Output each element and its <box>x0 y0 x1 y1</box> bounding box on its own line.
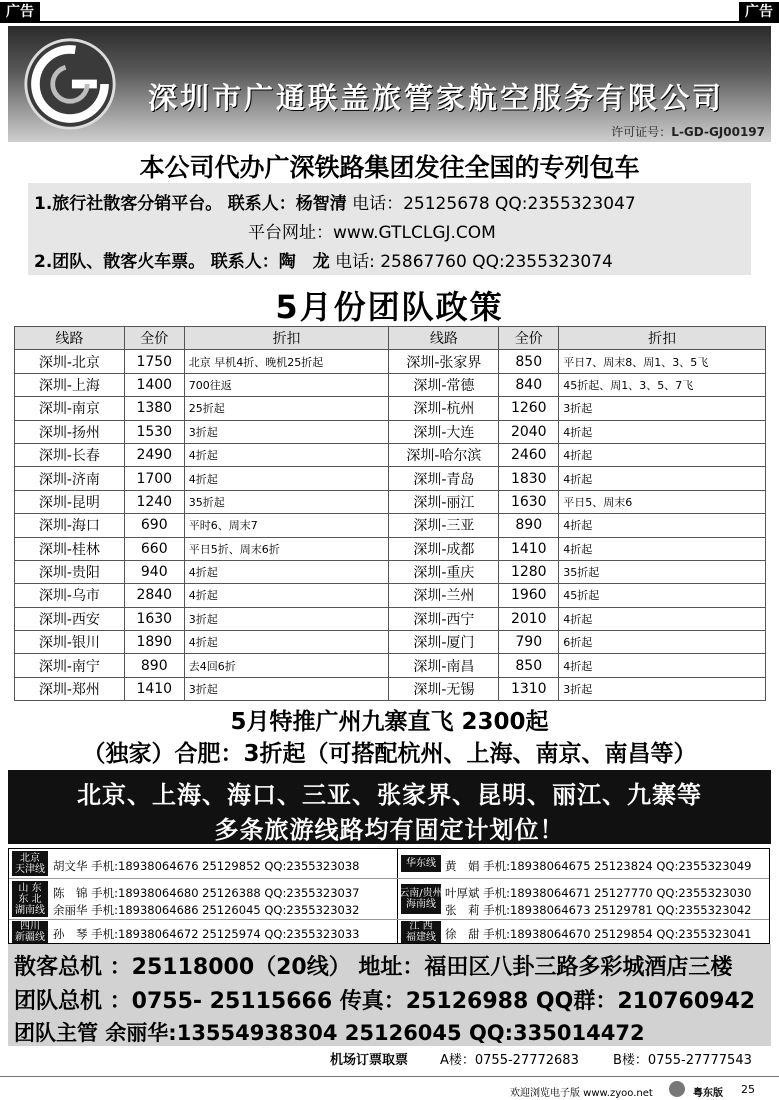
ad-tag-right: 广告 <box>739 2 779 22</box>
discount-cell: 平日5折、周末6折 <box>184 537 389 560</box>
table-row <box>15 443 766 466</box>
price-cell: 1310 <box>499 677 559 700</box>
table-row <box>15 631 766 654</box>
price-cell: 1830 <box>499 467 559 490</box>
route-label-shandong: 山 东 东 北 湖南线 <box>12 881 48 917</box>
promo-fixed-seats: 多条旅游线路均有固定计划位！ <box>214 816 565 844</box>
route-cell: 深圳-丽江 <box>389 490 499 513</box>
price-cell: 1960 <box>499 584 559 607</box>
page-number: 25 <box>741 1083 755 1096</box>
agent-hu: 胡文华 手机:18938064676 25129852 QQ:2355323038 <box>53 859 360 873</box>
footer-edition: 粤东版 <box>693 1088 723 1099</box>
discount-cell: 4折起 <box>559 654 766 677</box>
group-manager: 团队主管 余丽华:13554938304 25126045 QQ:335014472 <box>14 1021 645 1045</box>
special-offer-hefei: （独家）合肥：3折起（可搭配杭州、上海、南京、南昌等） <box>82 741 697 767</box>
route-cell: 深圳-南昌 <box>389 654 499 677</box>
price-cell: 1410 <box>499 537 559 560</box>
table-row <box>15 654 766 677</box>
route-cell: 深圳-厦门 <box>389 631 499 654</box>
hotline-box <box>8 944 771 1046</box>
table-row <box>15 420 766 443</box>
discount-cell: 北京 早机4折、晚机25折起 <box>184 350 389 373</box>
hotline-group: 团队总机 ：0755- 25115666 传真：25126988 QQ群：210760942 <box>14 989 756 1014</box>
discount-cell: 平时6、周末7 <box>184 514 389 537</box>
agent-huang: 黄 娟 手机:18938064675 25123824 QQ:2355323049 <box>445 859 752 873</box>
header-route: 线路 <box>15 327 125 350</box>
page-footer <box>0 1076 779 1100</box>
price-cell: 850 <box>499 350 559 373</box>
discount-cell: 45折起、周1、3、5、7飞 <box>559 373 766 396</box>
discount-cell: 4折起 <box>559 467 766 490</box>
special-offer-jiuzhai: 5月特推广州九寨直飞 2300起 <box>230 709 549 735</box>
discount-cell: 3折起 <box>184 420 389 443</box>
discount-cell: 4折起 <box>184 467 389 490</box>
route-cell: 深圳-常德 <box>389 373 499 396</box>
agent-xu: 徐 甜 手机:18938064670 25129854 QQ:2355323041 <box>445 927 752 941</box>
price-cell: 1530 <box>124 420 184 443</box>
price-cell: 1630 <box>124 607 184 630</box>
discount-cell: 平日7、周末8、周1、3、5飞 <box>559 350 766 373</box>
discount-cell: 4折起 <box>559 420 766 443</box>
discount-cell: 4折起 <box>559 514 766 537</box>
airport-label: 机场订票取票 <box>330 1053 409 1068</box>
route-cell: 深圳-杭州 <box>389 397 499 420</box>
company-logo-icon <box>22 36 118 132</box>
discount-cell: 3折起 <box>559 397 766 420</box>
route-cell: 深圳-济南 <box>15 467 125 490</box>
header-discount: 折扣 <box>184 327 389 350</box>
route-cell: 深圳-郑州 <box>15 677 125 700</box>
top-divider <box>0 21 779 23</box>
price-cell: 840 <box>499 373 559 396</box>
price-cell: 1630 <box>499 490 559 513</box>
price-cell: 660 <box>124 537 184 560</box>
contact-line-1: 1.旅行社散客分销平台。 联系人：杨智清 电话：25125678 QQ:2355323047 <box>34 194 636 214</box>
price-cell: 890 <box>124 654 184 677</box>
route-cell: 深圳-兰州 <box>389 584 499 607</box>
agent-sun: 孙 琴 手机:18938064672 25125974 QQ:2355323033 <box>53 927 360 941</box>
discount-cell: 3折起 <box>559 677 766 700</box>
agent-divider <box>397 849 398 943</box>
table-row <box>15 607 766 630</box>
route-cell: 深圳-哈尔滨 <box>389 443 499 466</box>
price-cell: 1280 <box>499 560 559 583</box>
route-cell: 深圳-南京 <box>15 397 125 420</box>
footer-site: 欢迎浏览电子版 www.zyoo.net <box>510 1088 653 1099</box>
route-cell: 深圳-贵阳 <box>15 560 125 583</box>
discount-cell: 4折起 <box>184 560 389 583</box>
price-cell: 790 <box>499 631 559 654</box>
table-header-row <box>15 327 766 350</box>
price-cell: 1240 <box>124 490 184 513</box>
policy-title: 5月份团队政策 <box>275 288 504 326</box>
contact-box <box>28 183 751 275</box>
price-cell: 890 <box>499 514 559 537</box>
discount-cell: 4折起 <box>184 584 389 607</box>
price-cell: 2460 <box>499 443 559 466</box>
discount-cell: 平日5、周末6 <box>559 490 766 513</box>
price-cell: 940 <box>124 560 184 583</box>
route-cell: 深圳-长春 <box>15 443 125 466</box>
header-route: 线路 <box>389 327 499 350</box>
route-label-jiangxi: 江 西 福建线 <box>401 921 441 943</box>
contact-website: 平台网址：www.GTLCLGJ.COM <box>248 223 496 243</box>
route-cell: 深圳-乌市 <box>15 584 125 607</box>
route-cell: 深圳-大连 <box>389 420 499 443</box>
price-cell: 1400 <box>124 373 184 396</box>
fare-table <box>14 326 766 701</box>
route-cell: 深圳-海口 <box>15 514 125 537</box>
headline: 本公司代办广深铁路集团发往全国的专列包车 <box>139 153 640 182</box>
route-cell: 深圳-重庆 <box>389 560 499 583</box>
discount-cell: 35折起 <box>559 560 766 583</box>
route-cell: 深圳-西安 <box>15 607 125 630</box>
table-row <box>15 584 766 607</box>
discount-cell: 3折起 <box>184 607 389 630</box>
discount-cell: 4折起 <box>184 631 389 654</box>
price-cell: 690 <box>124 514 184 537</box>
route-cell: 深圳-上海 <box>15 373 125 396</box>
route-cell: 深圳-银川 <box>15 631 125 654</box>
agent-ye: 叶厚斌 手机:18938064671 25127770 QQ:2355323030 <box>445 886 752 900</box>
route-label-yunnan: 云南/贵州 海南线 <box>401 884 441 914</box>
agent-yu: 余丽华 手机:18938064686 25126045 QQ:2355323032 <box>53 903 360 917</box>
footer-logo-icon <box>669 1081 685 1097</box>
table-row <box>15 350 766 373</box>
table-row <box>15 677 766 700</box>
discount-cell: 6折起 <box>559 631 766 654</box>
route-cell: 深圳-无锡 <box>389 677 499 700</box>
table-row <box>15 467 766 490</box>
discount-cell: 4折起 <box>559 607 766 630</box>
price-cell: 1890 <box>124 631 184 654</box>
table-row <box>15 490 766 513</box>
promo-destinations: 北京、上海、海口、三亚、张家界、昆明、丽江、九寨等 <box>77 781 702 809</box>
hotline-individual: 散客总机 ：25118000（20线） 地址：福田区八卦三路多彩城酒店三楼 <box>14 955 733 980</box>
airport-building-a: A楼：0755-27772683 <box>440 1053 579 1068</box>
price-cell: 1380 <box>124 397 184 420</box>
discount-cell: 3折起 <box>184 677 389 700</box>
route-cell: 深圳-张家界 <box>389 350 499 373</box>
price-cell: 1750 <box>124 350 184 373</box>
route-cell: 深圳-成都 <box>389 537 499 560</box>
table-row <box>15 514 766 537</box>
discount-cell: 25折起 <box>184 397 389 420</box>
route-cell: 深圳-南宁 <box>15 654 125 677</box>
company-name: 深圳市广通联盖旅管家航空服务有限公司 <box>148 81 725 115</box>
license-number: 许可证号：L-GD-GJ00197 <box>611 125 765 139</box>
discount-cell: 35折起 <box>184 490 389 513</box>
route-cell: 深圳-扬州 <box>15 420 125 443</box>
discount-cell: 700往返 <box>184 373 389 396</box>
header-price: 全价 <box>124 327 184 350</box>
price-cell: 2490 <box>124 443 184 466</box>
agent-chen: 陈 锦 手机:18938064680 25126388 QQ:2355323037 <box>53 886 360 900</box>
airport-building-b: B楼：0755-27777543 <box>613 1053 752 1068</box>
ad-tag-left: 广告 <box>0 2 40 22</box>
price-cell: 850 <box>499 654 559 677</box>
company-header <box>8 26 771 142</box>
table-row <box>15 373 766 396</box>
agent-row-divider <box>9 878 769 879</box>
route-cell: 深圳-北京 <box>15 350 125 373</box>
price-cell: 1410 <box>124 677 184 700</box>
price-cell: 1700 <box>124 467 184 490</box>
price-cell: 2040 <box>499 420 559 443</box>
discount-cell: 4折起 <box>559 443 766 466</box>
route-cell: 深圳-桂林 <box>15 537 125 560</box>
route-cell: 深圳-西宁 <box>389 607 499 630</box>
header-price: 全价 <box>499 327 559 350</box>
price-cell: 2840 <box>124 584 184 607</box>
route-label-sichuan: 四川 新疆线 <box>12 921 48 943</box>
route-cell: 深圳-青岛 <box>389 467 499 490</box>
table-row <box>15 537 766 560</box>
agent-row-divider <box>9 919 769 920</box>
route-cell: 深圳-昆明 <box>15 490 125 513</box>
table-row <box>15 560 766 583</box>
route-label-huadong: 华东线 <box>401 855 441 872</box>
price-cell: 2010 <box>499 607 559 630</box>
agent-zhang: 张 莉 手机:18938064673 25129781 QQ:2355323042 <box>445 903 752 917</box>
agent-contacts <box>8 848 770 944</box>
discount-cell: 去4回6折 <box>184 654 389 677</box>
contact-line-2: 2.团队、散客火车票。 联系人：陶 龙 电话: 25867760 QQ:2355323074 <box>34 252 613 272</box>
discount-cell: 4折起 <box>184 443 389 466</box>
header-discount: 折扣 <box>559 327 766 350</box>
discount-cell: 4折起 <box>559 537 766 560</box>
price-cell: 1260 <box>499 397 559 420</box>
route-cell: 深圳-三亚 <box>389 514 499 537</box>
table-row <box>15 397 766 420</box>
route-label-beijing: 北京 天津线 <box>12 851 48 876</box>
discount-cell: 45折起 <box>559 584 766 607</box>
